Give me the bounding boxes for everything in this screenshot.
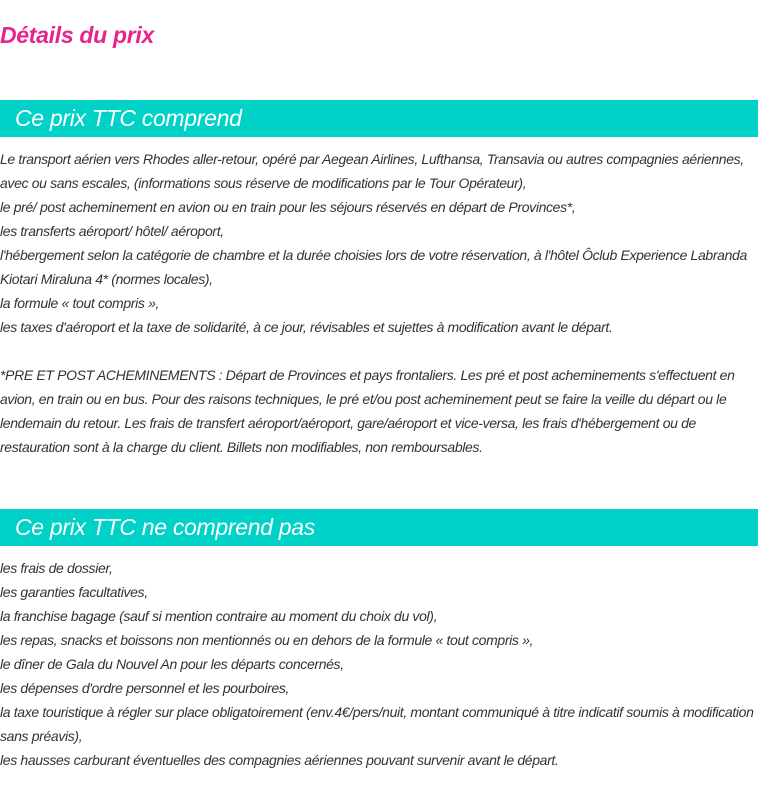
excludes-item: la taxe touristique à régler sur place obligatoirement (env.4€/pers/nuit, montant communiqué à titre indicatif soumis à modification sans préavis), xyxy=(0,704,754,744)
paragraph-spacer xyxy=(0,339,758,363)
includes-item: le pré/ post acheminement en avion ou en train pour les séjours réservés en départ de Provinces*, xyxy=(0,199,576,215)
excludes-item: la franchise bagage (sauf si mention contraire au moment du choix du vol), xyxy=(0,608,438,624)
page-title: Détails du prix xyxy=(0,22,154,48)
includes-item: les taxes d'aéroport et la taxe de solidarité, à ce jour, révisables et sujettes à modification avant le départ. xyxy=(0,319,613,335)
includes-item: l'hébergement selon la catégorie de chambre et la durée choisies lors de votre réservation, à l'hôtel Ôclub Experience Labranda Kiotari Miraluna 4* (normes locales), xyxy=(0,247,747,287)
excludes-list xyxy=(0,556,758,772)
includes-note: *PRE ET POST ACHEMINEMENTS : Départ de Provinces et pays frontaliers. Les pré et post acheminements s'effectuent en avion, en train ou en bus. Pour des raisons techniques, le pré et/ou post acheminement peut se faire la veille du départ ou le lendemain du retour. Les frais de transfert aéroport/aéroport, gare/aéroport et vice-versa, les frais d'hébergement ou de restauration sont à la charge du client. Billets non modifiables, non remboursables. xyxy=(0,367,735,455)
includes-header xyxy=(0,100,758,137)
excludes-item: le dîner de Gala du Nouvel An pour les départs concernés, xyxy=(0,656,344,672)
excludes-header xyxy=(0,509,758,546)
excludes-item: les frais de dossier, xyxy=(0,560,113,576)
excludes-item: les repas, snacks et boissons non mentionnés ou en dehors de la formule « tout compris », xyxy=(0,632,534,648)
includes-item: la formule « tout compris », xyxy=(0,295,160,311)
includes-list xyxy=(0,147,758,459)
includes-header-title: Ce prix TTC comprend xyxy=(15,105,242,131)
excludes-item: les garanties facultatives, xyxy=(0,584,148,600)
excludes-item: les dépenses d'ordre personnel et les pourboires, xyxy=(0,680,290,696)
includes-item: Le transport aérien vers Rhodes aller-retour, opéré par Aegean Airlines, Lufthansa, Transavia ou autres compagnies aériennes, avec ou sans escales, (informations sous réserve de modifications par le Tour Opérateur), xyxy=(0,151,744,191)
excludes-header-title: Ce prix TTC ne comprend pas xyxy=(15,514,315,540)
excludes-item: les hausses carburant éventuelles des compagnies aériennes pouvant survenir avant le départ. xyxy=(0,752,559,768)
includes-item: les transferts aéroport/ hôtel/ aéroport, xyxy=(0,223,224,239)
